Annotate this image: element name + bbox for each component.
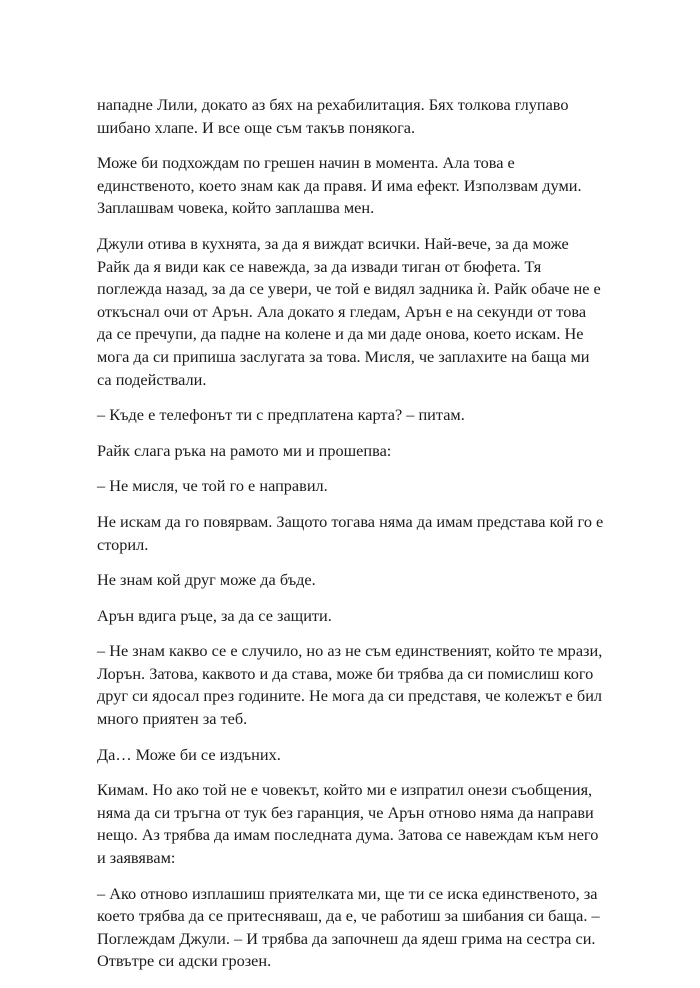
paragraph: нападне Лили, докато аз бях на рехабилитация. Бях толкова глупаво шибано хлапе. И все още съм такъв понякога.: [97, 95, 569, 137]
paragraph: Арън вдига ръце, за да се защити.: [97, 605, 332, 625]
paragraph: Райк слага ръка на рамото ми и прошепва:: [97, 440, 392, 460]
paragraph: – Не знам какво се е случило, но аз не съм единственият, който те мрази, Лорън. Затова, каквото и да става, може би трябва да си помислиш кого друг си ядосал през годините. Не мога да си представя, че колежът е бил много приятен за теб.: [97, 641, 603, 729]
paragraph: Да… Може би се издъних.: [97, 744, 281, 764]
paragraph: Джули отива в кухнята, за да я виждат всички. Най-вече, за да може Райк да я види как се навежда, за да извади тиган от бюфета. Тя поглежда назад, за да се увери, че той е видял задника ѝ. Райк обаче не е откъснал очи от Арън. Ала докато я гледам, Арън е на секунди от това да се пречупи, да падне на колене и да ми даде онова, което искам. Не мога да си припиша заслугата за това. Мисля, че заплахите на баща ми са подействали.: [97, 233, 601, 389]
document-body: [97, 94, 617, 986]
paragraph: – Къде е телефонът ти с предплатена карта? – питам.: [97, 405, 465, 425]
paragraph: – Ако отново изплашиш приятелката ми, ще ти се иска единственото, за което трябва да се притесняваш, да е, че работиш за шибания си баща. – Поглеждам Джули. – И трябва да започнеш да ядеш грима на сестра си. Отвътре си адски грозен.: [97, 883, 600, 971]
paragraph: Кимам. Но ако той не е човекът, който ми е изпратил онези съобщения, няма да си тръгна от тук без гаранция, че Арън отново няма да направи нещо. Аз трябва да имам последната дума. Затова се навеждам към него и заявявам:: [97, 780, 599, 868]
paragraph: Не знам кой друг може да бъде.: [97, 570, 316, 590]
paragraph: Не искам да го повярвам. Защото тогава няма да имам представа кой го е сторил.: [97, 511, 604, 554]
paragraph: Може би подхождам по грешен начин в момента. Ала това е единственото, което знам как да правя. И има ефект. Използвам думи. Заплашвам човека, който заплашва мен.: [97, 153, 582, 218]
paragraph: – Не мисля, че той го е направил.: [97, 476, 328, 496]
